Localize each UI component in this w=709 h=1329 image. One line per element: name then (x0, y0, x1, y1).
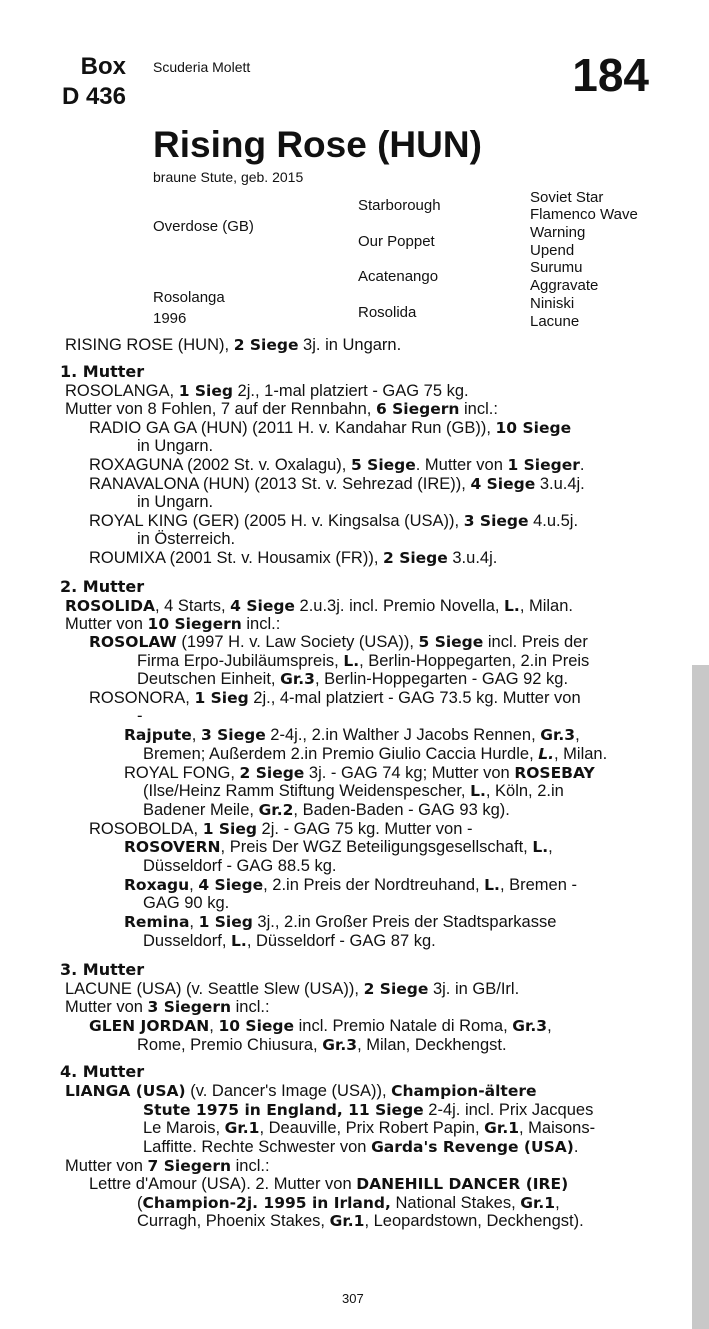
offspring-entry: GLEN JORDAN, 10 Siege incl. Premio Natale di Roma, Gr.3, (89, 1017, 552, 1035)
offspring-entry: ROSOBOLDA, 1 Sieg 2j. - GAG 75 kg. Mutter von - (89, 820, 473, 838)
offspring-entry: RANAVALONA (HUN) (2013 St. v. Sehrezad (IRE)), 4 Siege 3.u.4j. (89, 475, 585, 493)
offspring-entry-cont: in Ungarn. (137, 437, 214, 455)
grand-offspring-entry: ROYAL FONG, 2 Siege 3j. - GAG 74 kg; Mutter von ROSEBAY (124, 764, 595, 782)
offspring-entry: ROSONORA, 1 Sieg 2j., 4-mal platziert - GAG 73.5 kg. Mutter von (89, 689, 581, 707)
pedigree-gen3-7: Niniski (530, 295, 575, 312)
grand-offspring-entry-cont: Bremen; Außerdem 2.in Premio Giulio Caccia Hurdle, L., Milan. (143, 745, 608, 763)
offspring-entry: ROYAL KING (GER) (2005 H. v. Kingsalsa (USA)), 3 Siege 4.u.5j. (89, 512, 579, 530)
pedigree-gen3-6: Aggravate (530, 277, 599, 294)
pedigree-dam-dam: Rosolida (358, 304, 417, 321)
produce-summary: Mutter von 8 Fohlen, 7 auf der Rennbahn, 6 Siegern incl.: (65, 400, 498, 418)
grand-offspring-entry-cont: Dusseldorf, L., Düsseldorf - GAG 87 kg. (143, 932, 436, 950)
pedigree-dam-year: 1996 (153, 310, 187, 327)
dam-record-cont: Le Marois, Gr.1, Deauville, Prix Robert Papin, Gr.1, Maisons- (143, 1119, 596, 1137)
pedigree-gen3-8: Lacune (530, 313, 580, 330)
grand-offspring-entry-cont: Düsseldorf - GAG 88.5 kg. (143, 857, 337, 875)
dam-record-cont: Stute 1975 in England, 11 Siege 2-4j. incl. Prix Jacques (143, 1101, 594, 1119)
section-heading: 1. Mutter (60, 362, 145, 381)
pedigree-dam: Rosolanga (153, 289, 225, 306)
offspring-entry: RADIO GA GA (HUN) (2011 H. v. Kandahar Run (GB)), 10 Siege (89, 419, 572, 437)
grand-offspring-entry: ROSOVERN, Preis Der WGZ Beteiligungsgesellschaft, L., (124, 838, 553, 856)
page-number: 307 (342, 1291, 364, 1306)
offspring-entry-cont: (Champion-2j. 1995 in Irland, National Stakes, Gr.1, (137, 1194, 560, 1212)
section-heading: 4. Mutter (60, 1062, 145, 1081)
lot-number: 184 (572, 49, 649, 101)
scrollbar-thumb[interactable] (692, 665, 709, 1329)
pedigree-gen3-4: Upend (530, 242, 575, 259)
offspring-entry: ROXAGUNA (2002 St. v. Oxalagu), 5 Siege. Mutter von 1 Sieger. (89, 456, 585, 474)
pedigree-gen3-1: Soviet Star (530, 189, 604, 206)
race-summary: RISING ROSE (HUN), 2 Siege 3j. in Ungarn. (65, 336, 402, 354)
dam-record: ROSOLIDA, 4 Starts, 4 Siege 2.u.3j. incl. Premio Novella, L., Milan. (65, 597, 573, 615)
offspring-entry: Lettre d'Amour (USA). 2. Mutter von DANEHILL DANCER (IRE) (89, 1175, 569, 1193)
section-heading: 2. Mutter (60, 577, 145, 596)
offspring-entry-cont: Rome, Premio Chiusura, Gr.3, Milan, Deckhengst. (137, 1036, 507, 1054)
offspring-entry: ROSOLAW (1997 H. v. Law Society (USA)), 5 Siege incl. Preis der (89, 633, 588, 651)
pedigree-dam-sire: Acatenango (358, 268, 439, 285)
grand-offspring-entry: Rajpute, 3 Siege 2-4j., 2.in Walther J Jacobs Rennen, Gr.3, (124, 726, 580, 744)
pedigree-gen3-5: Surumu (530, 259, 583, 276)
pedigree-sire: Overdose (GB) (153, 218, 254, 235)
dam-record: LIANGA (USA) (v. Dancer's Image (USA)), Champion-ältere (65, 1082, 537, 1100)
dam-record: ROSOLANGA, 1 Sieg 2j., 1-mal platziert - GAG 75 kg. (65, 382, 469, 400)
horse-description: braune Stute, geb. 2015 (153, 169, 304, 185)
pedigree-gen3-2: Flamenco Wave (530, 206, 638, 223)
produce-summary: Mutter von 7 Siegern incl.: (65, 1157, 270, 1175)
grand-offspring-entry: Remina, 1 Sieg 3j., 2.in Großer Preis der Stadtsparkasse (124, 913, 557, 931)
dam-record-cont: Laffitte. Rechte Schwester von Garda's Revenge (USA). (143, 1138, 579, 1156)
box-label: Box (80, 53, 126, 80)
horse-name: Rising Rose (HUN) (153, 124, 482, 165)
offspring-entry-cont: in Österreich. (137, 530, 236, 548)
offspring-entry-cont: Firma Erpo-Jubiläumspreis, L., Berlin-Hoppegarten, 2.in Preis (137, 652, 590, 670)
offspring-entry: ROUMIXA (2001 St. v. Housamix (FR)), 2 Siege 3.u.4j. (89, 549, 498, 567)
offspring-entry-cont: Deutschen Einheit, Gr.3, Berlin-Hoppegarten - GAG 92 kg. (137, 670, 569, 688)
grand-offspring-entry-cont: GAG 90 kg. (143, 894, 230, 912)
offspring-entry-cont: - (137, 707, 143, 725)
dam-record: LACUNE (USA) (v. Seattle Slew (USA)), 2 Siege 3j. in GB/Irl. (65, 980, 520, 998)
section-heading: 3. Mutter (60, 960, 145, 979)
pedigree-sire-sire: Starborough (358, 197, 441, 214)
grand-offspring-entry-cont: Badener Meile, Gr.2, Baden-Baden - GAG 93 kg). (143, 801, 510, 819)
pedigree-sire-dam: Our Poppet (358, 233, 435, 250)
offspring-entry-cont: in Ungarn. (137, 493, 214, 511)
owner-name: Scuderia Molett (153, 59, 251, 75)
grand-offspring-entry-cont: (Ilse/Heinz Ramm Stiftung Weidenspescher, L., Köln, 2.in (143, 782, 564, 800)
produce-summary: Mutter von 10 Siegern incl.: (65, 615, 281, 633)
pedigree-gen3-3: Warning (530, 224, 586, 241)
produce-summary: Mutter von 3 Siegern incl.: (65, 998, 270, 1016)
offspring-entry-cont: Curragh, Phoenix Stakes, Gr.1, Leopardstown, Deckhengst). (137, 1212, 584, 1230)
grand-offspring-entry: Roxagu, 4 Siege, 2.in Preis der Nordtreuhand, L., Bremen - (124, 876, 577, 894)
box-code: D 436 (61, 83, 126, 110)
